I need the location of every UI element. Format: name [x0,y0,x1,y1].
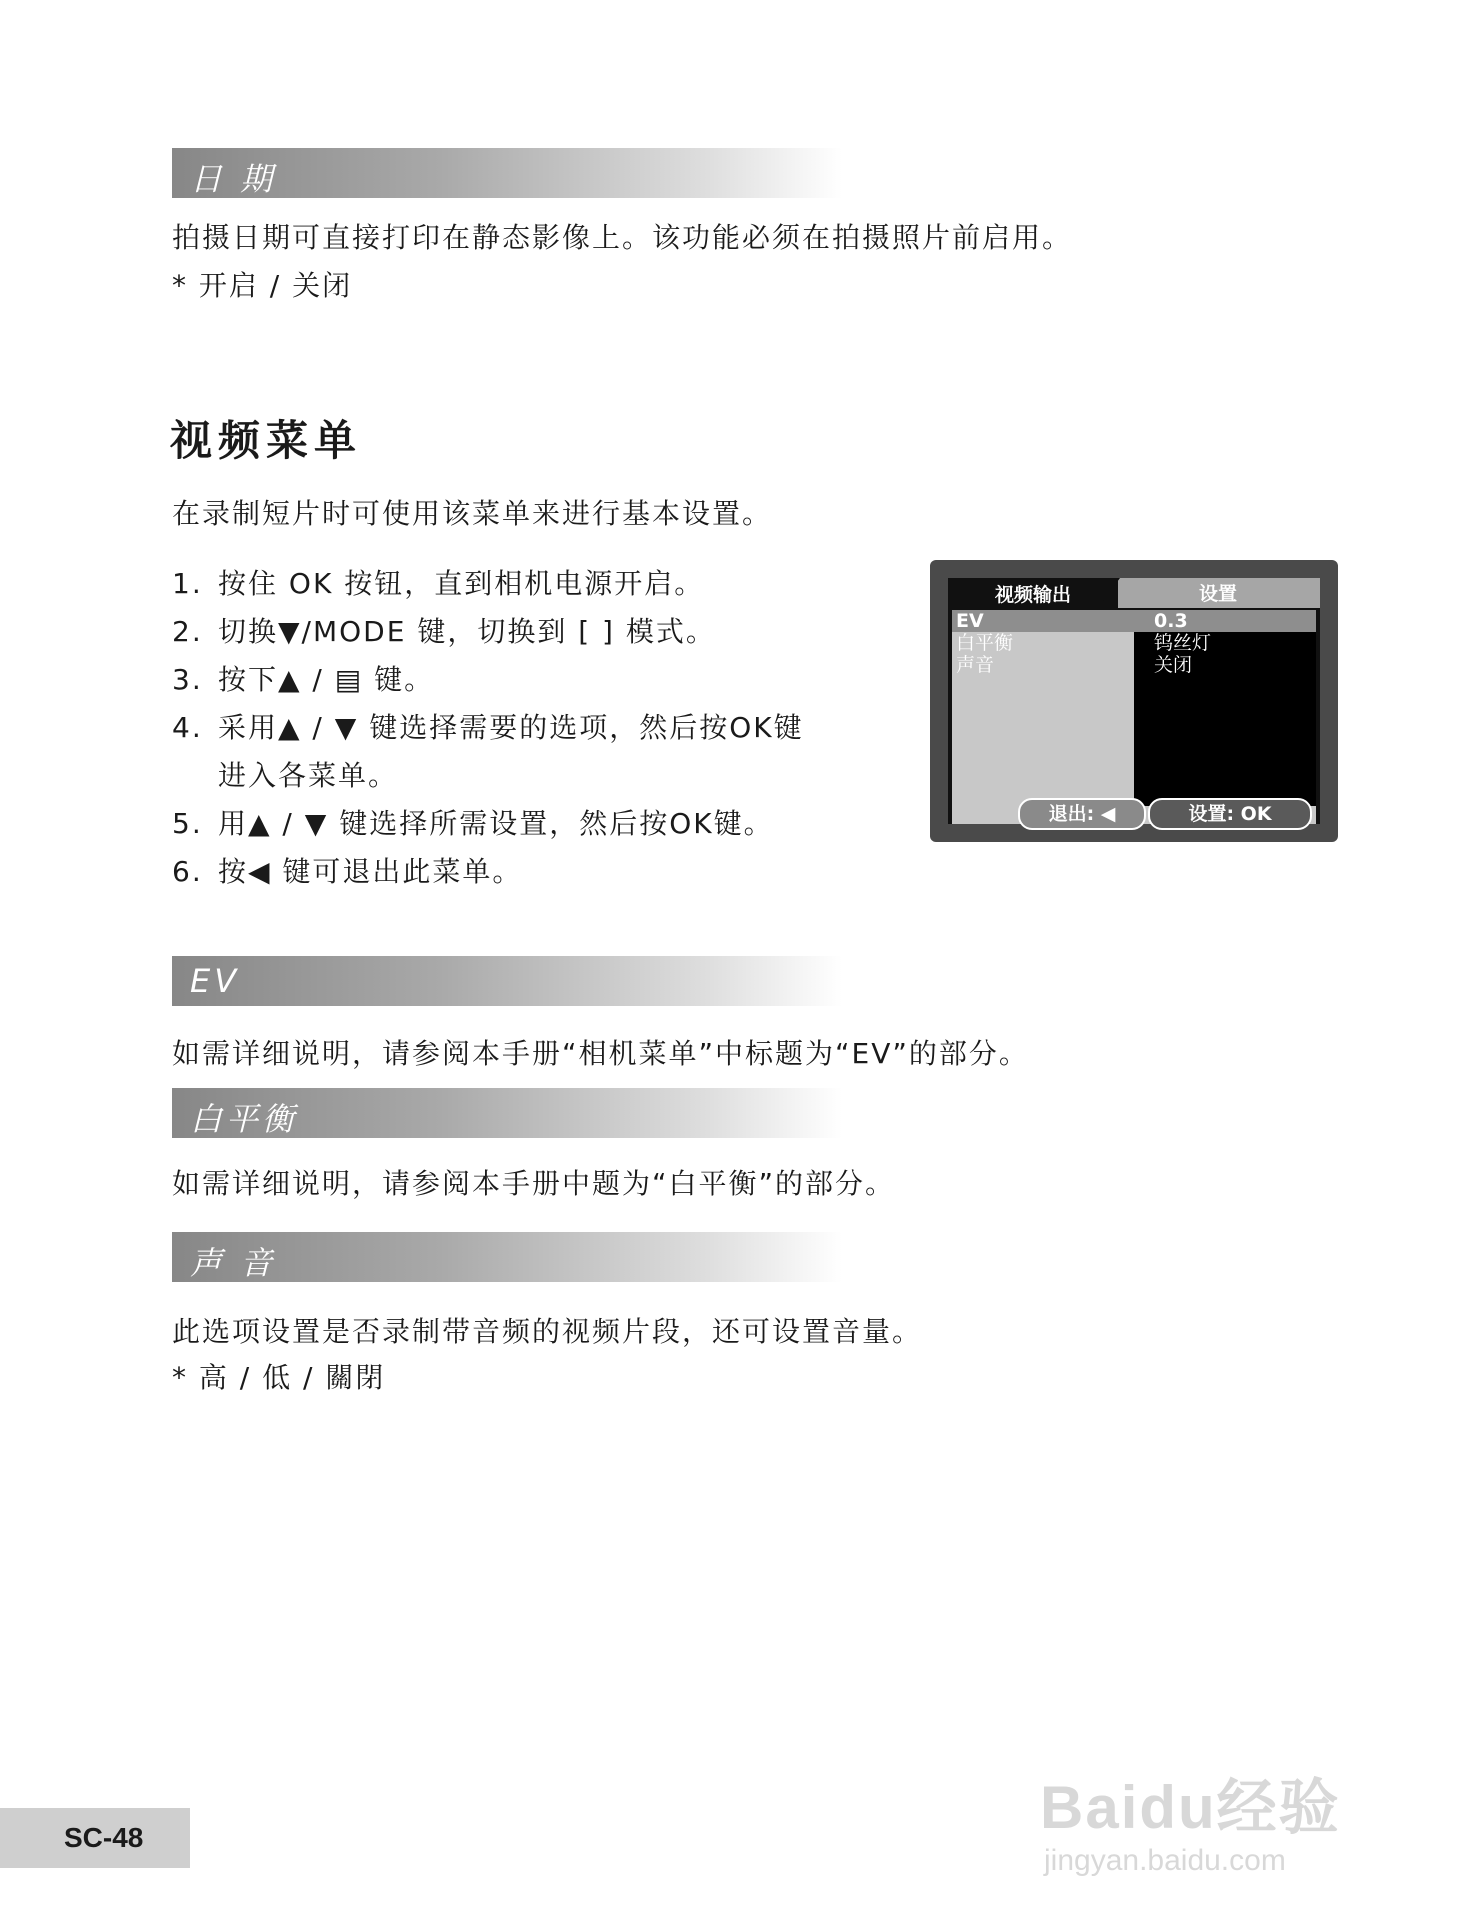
step-text: 按住 OK 按钮，直到相机电源开启。 [218,567,705,600]
step-1 [172,562,704,602]
step-4-continued [172,754,398,794]
section-header-ev [172,956,842,1006]
step-text: 进入各菜单。 [218,759,399,792]
date-options: * 开启 / 关闭 [172,269,353,302]
step-text: 按◀ 键可退出此菜单。 [218,855,523,888]
camera-screen [930,560,1338,842]
step-number: 4. [172,711,203,744]
ev-description: 如需详细说明，请参阅本手册“相机菜单”中标题为“EV”的部分。 [172,1037,1029,1070]
step-number: 2. [172,615,203,648]
page-number-box [0,1808,190,1868]
section-header-sound [172,1232,842,1282]
step-2 [172,610,716,650]
ok-hint: 设置: OK [1148,798,1312,830]
step-text: 按下▲ / ▤ 键。 [218,663,435,696]
section-title-ev: EV [190,962,241,1000]
step-3 [172,658,434,698]
step-5 [172,802,774,842]
sound-description: 此选项设置是否录制带音频的视频片段，还可设置音量。 [172,1315,923,1348]
watermark-url: jingyan.baidu.com [1044,1844,1286,1877]
step-text: 用▲ / ▼ 键选择所需设置，然后按OK键。 [218,807,774,840]
watermark-logo: Baidu经验 [1040,1774,1341,1841]
white-balance-description: 如需详细说明，请参阅本手册中题为“白平衡”的部分。 [172,1167,896,1200]
section-title-white-balance: 白平衡 [190,1100,299,1138]
watermark [1040,1760,1380,1890]
camera-screen-display [948,578,1320,824]
video-menu-heading: 视频菜单 [170,416,363,465]
menu-row-highlight [952,610,1316,632]
page-number: SC-48 [64,1822,144,1853]
exit-hint: 退出: ◀ [1018,798,1146,830]
section-header-date [172,148,842,198]
step-4 [172,706,804,746]
step-text: 采用▲ / ▼ 键选择需要的选项，然后按OK键 [218,711,804,744]
step-number: 6. [172,855,203,888]
menu-value-white-balance: 钨丝灯 [1154,632,1212,654]
section-title-sound: 声 音 [190,1244,277,1282]
menu-item-ev: EV [956,610,984,632]
date-description: 拍摄日期可直接打印在静态影像上。该功能必须在拍摄照片前启用。 [172,221,1073,254]
step-number: 3. [172,663,203,696]
sound-options: * 高 / 低 / 關閉 [172,1361,386,1394]
tab-video-output: 视频输出 [948,578,1118,608]
menu-item-white-balance: 白平衡 [956,632,1014,654]
section-header-white-balance [172,1088,842,1138]
video-menu-intro: 在录制短片时可使用该菜单来进行基本设置。 [172,497,773,530]
tab-divider [1098,578,1120,608]
tab-settings: 设置 [1116,578,1320,608]
menu-value-ev: 0.3 [1154,610,1188,632]
menu-value-sound: 关闭 [1154,654,1193,676]
menu-item-sound: 声音 [956,654,995,676]
section-title-date: 日 期 [190,160,277,198]
step-text: 切换▼/MODE 键，切换到 [ ] 模式。 [218,615,716,648]
step-number: 1. [172,567,203,600]
step-number: 5. [172,807,203,840]
step-6 [172,850,522,890]
